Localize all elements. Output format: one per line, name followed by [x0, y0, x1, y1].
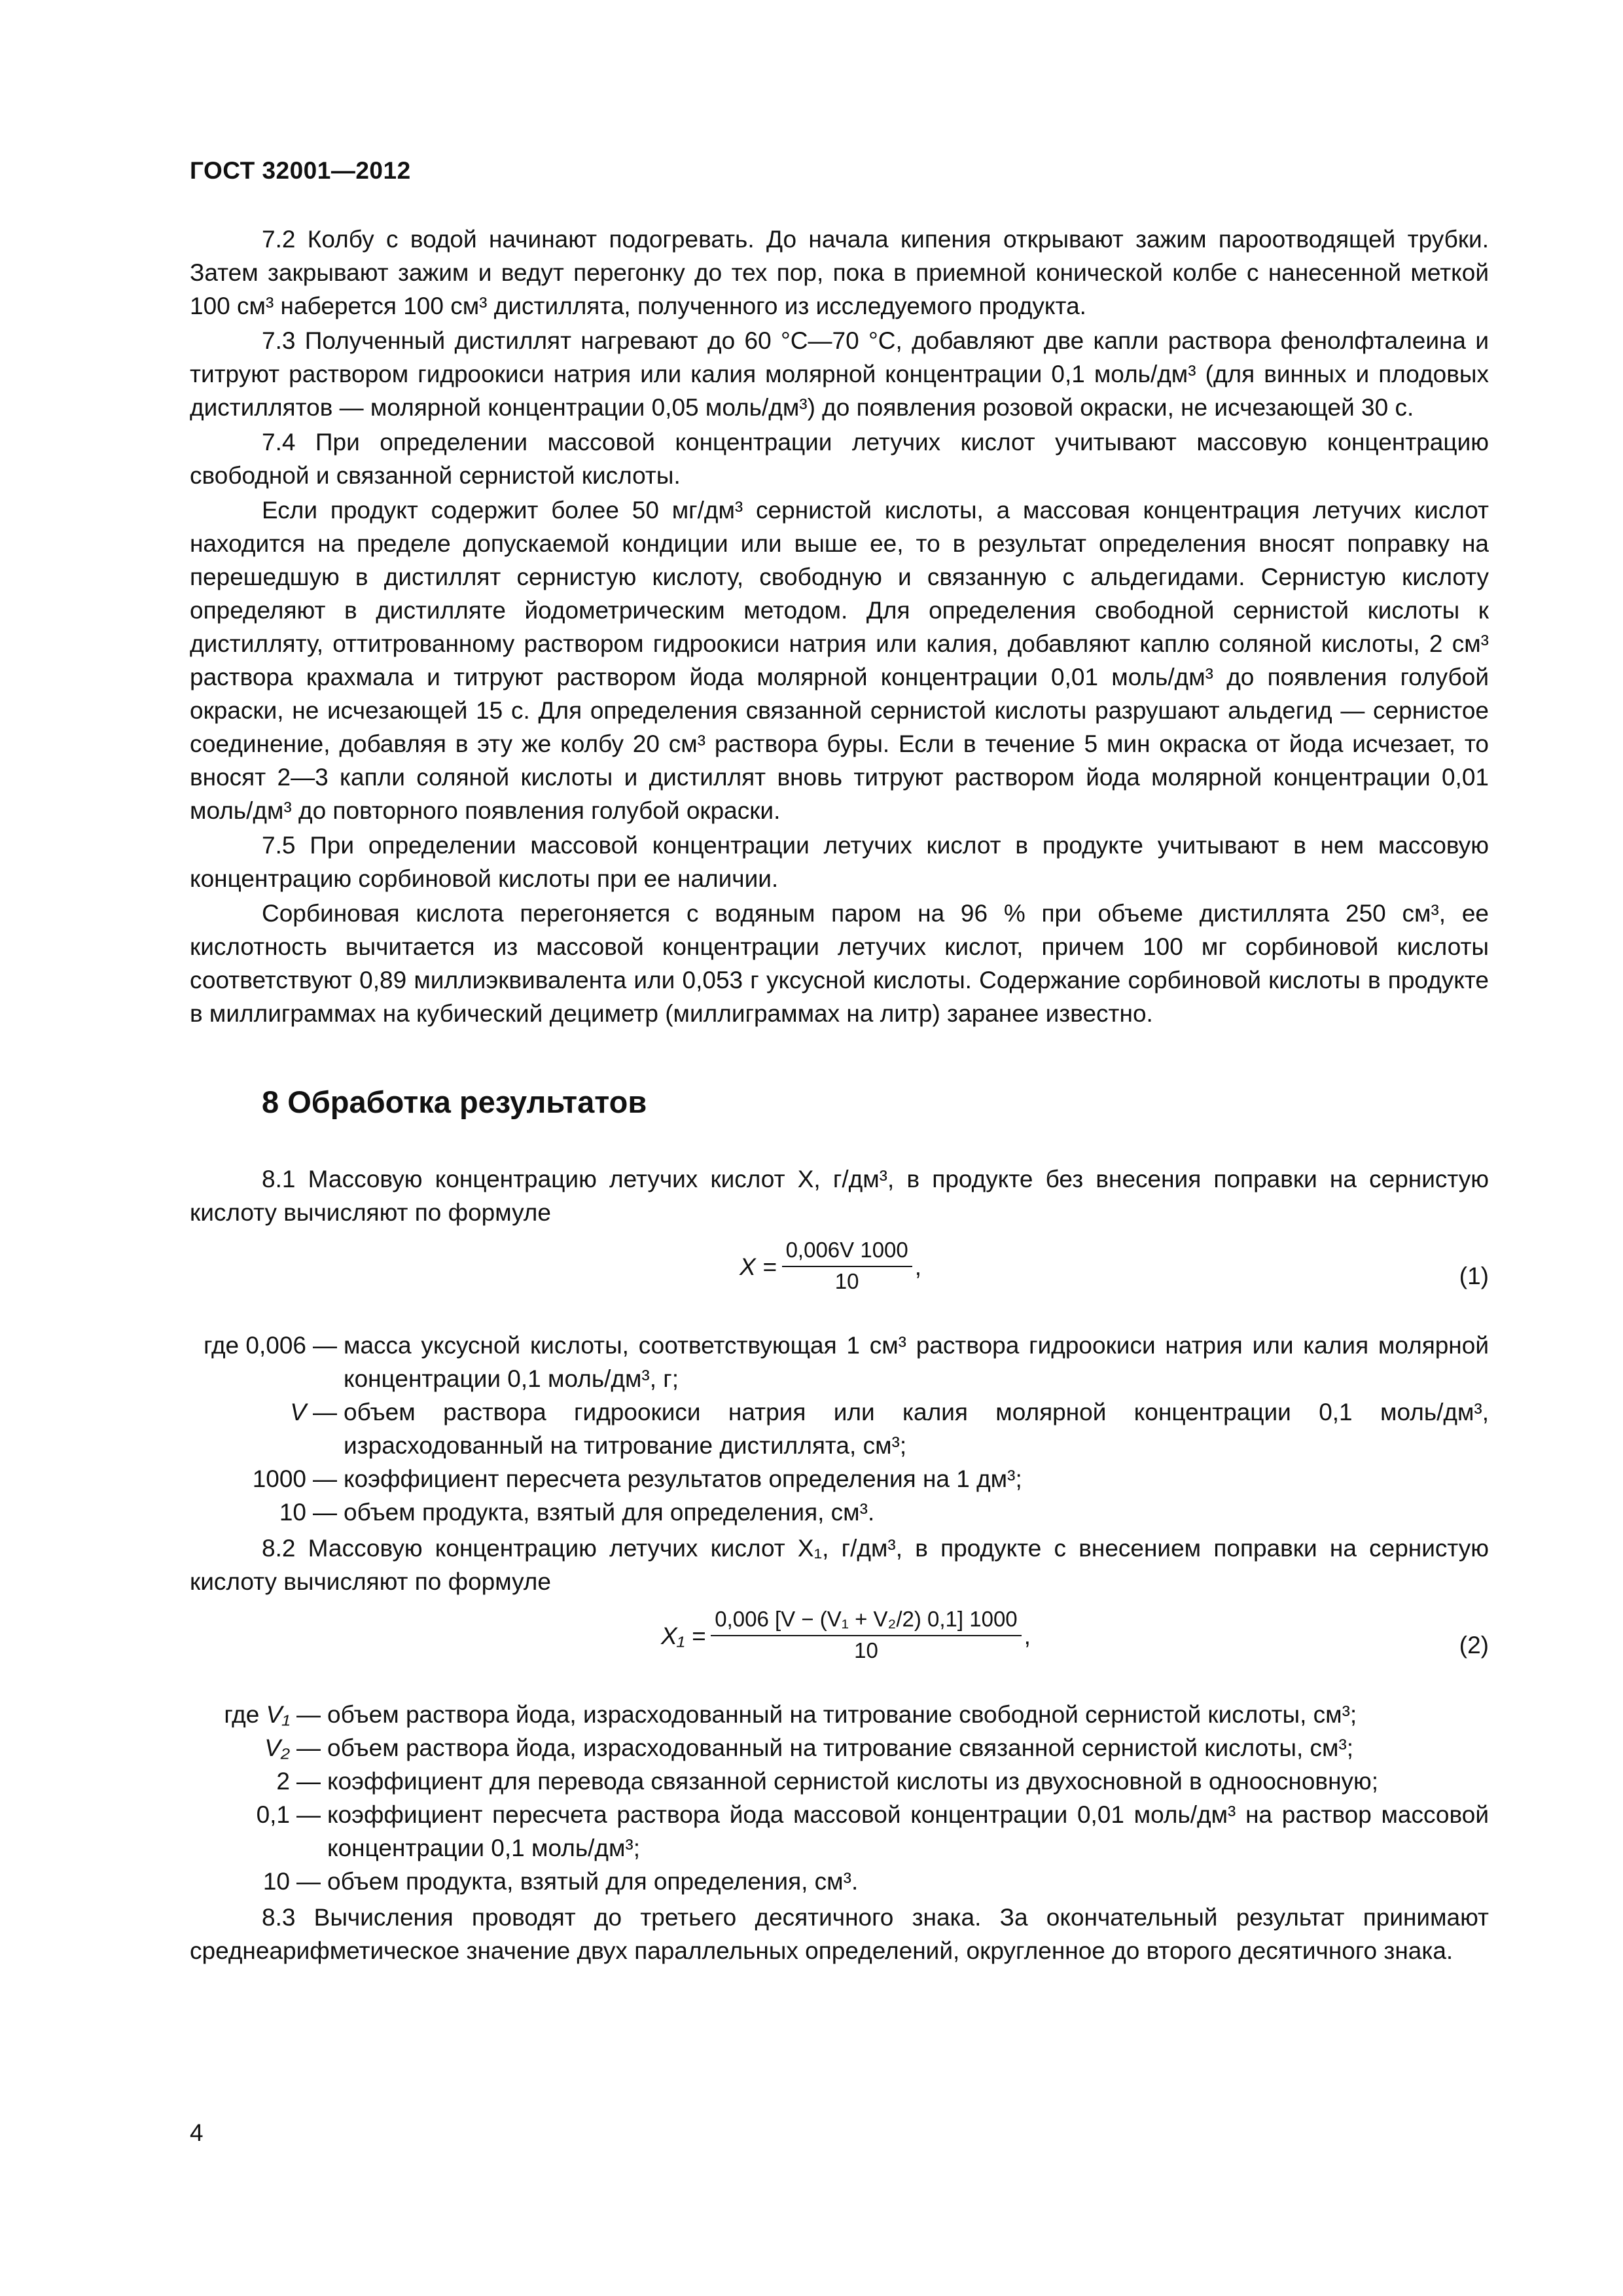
- paragraph-8-3: 8.3 Вычисления проводят до третьего десятичного знака. За окончательный результат принимают среднеарифметическое значение двух параллельных определений, округленное до второго десятичного знака.: [190, 1904, 1489, 1964]
- definition-dash: —: [313, 1332, 337, 1359]
- definition-text: объем продукта, взятый для определения, см³.: [344, 1499, 875, 1526]
- formula-2-numerator: 0,006 [V − (V₁ + V₂/2) 0,1] 1000: [711, 1606, 1021, 1636]
- definition-dash: —: [296, 1734, 321, 1761]
- definition-text: объем раствора йода, израсходованный на титрование свободной сернистой кислоты, см³;: [327, 1701, 1357, 1728]
- definition-term: 10: [262, 1868, 290, 1895]
- formula-2-denominator: 10: [854, 1638, 878, 1662]
- definition-row: [190, 1395, 1489, 1462]
- definition-row: [190, 1698, 1489, 1731]
- definition-row: [190, 1329, 1489, 1395]
- definition-row: [190, 1865, 1489, 1898]
- formula-2-definitions: [190, 1698, 1489, 1898]
- paragraph-7-2: 7.2 Колбу с водой начинают подогревать. До начала кипения открывают зажим пароотводящей трубки. Затем закрывают зажим и ведут перегонку до тех пор, пока в приемной конической колбе с нанесенной меткой 100 см³ наберется 100 см³ дистиллята, полученного из исследуемого продукта.: [190, 226, 1489, 319]
- paragraph-8-1: 8.1 Массовую концентрацию летучих кислот X, г/дм³, в продукте без внесения поправки на сернистую кислоту вычисляют по формуле: [190, 1166, 1489, 1226]
- formula-2-number: (2): [1459, 1632, 1489, 1659]
- formula-1-numerator: 0,006V 1000: [782, 1237, 912, 1267]
- definition-term: 0,006: [245, 1332, 306, 1359]
- definition-term: V: [290, 1399, 306, 1426]
- definition-row: [190, 1496, 1489, 1529]
- paragraph-7-3: 7.3 Полученный дистиллят нагревают до 60 °С—70 °С, добавляют две капли раствора фенолфталеина и титруют раствором гидроокиси натрия или калия молярной концентрации 0,1 моль/дм³ (для винных и плодовых дистиллятов — молярной концентрации 0,05 моль/дм³) до появления розовой окраски, не исчезающей 30 с.: [190, 327, 1489, 421]
- where-label: где: [224, 1701, 260, 1728]
- paragraph-7-4: 7.4 При определении массовой концентрации летучих кислот учитывают массовую концентрацию свободной и связанной сернистой кислоты.: [190, 429, 1489, 489]
- definition-dash: —: [296, 1701, 321, 1728]
- formula-2-comma: ,: [1024, 1622, 1031, 1649]
- formula-1-denominator: 10: [834, 1269, 859, 1293]
- definition-dash: —: [313, 1465, 337, 1492]
- definition-text: масса уксусной кислоты, соответствующая 1 см³ раствора гидроокиси натрия или калия молярной концентрации 0,1 моль/дм³, г;: [344, 1332, 1489, 1392]
- definition-row: [190, 1462, 1489, 1496]
- definition-row: [190, 1765, 1489, 1798]
- formula-1-fraction: [782, 1237, 912, 1296]
- paragraph-7-4-continued: Если продукт содержит более 50 мг/дм³ сернистой кислоты, а массовая концентрация летучих кислот находится на пределе допускаемой кондиции или выше ее, то в результат определения вносят поправку на перешедшую в дистиллят сернистую кислоту, свободную и связанную с альдегидами. Сернистую кислоту определяют в дистилляте йодометрическим методом. Для определения свободной сернистой кислоты к дистилляту, оттитрованному раствором гидроокиси натрия или калия, добавляют каплю соляной кислоты, 2 см³ раствора крахмала и титруют раствором йода молярной концентрации 0,01 моль/дм³ до появления голубой окраски, не исчезающей 15 с. Для определения связанной сернистой кислоты разрушают альдегид — сернистое соединение, добавляя в эту же колбу 20 см³ раствора буры. Если в течение 5 мин окраска от йода исчезает, то вносят 2—3 капли соляной кислоты и дистиллят вновь титруют раствором йода молярной концентрации 0,01 моль/дм³ до повторного появления голубой окраски.: [190, 497, 1489, 824]
- formula-2: [190, 1606, 1489, 1685]
- formula-2-lhs: X₁ =: [661, 1622, 706, 1649]
- definition-term: 0,1: [256, 1801, 290, 1828]
- formula-1-definitions: [190, 1329, 1489, 1529]
- formula-1: [190, 1237, 1489, 1316]
- document-body: [190, 223, 1489, 1969]
- definition-term: 1000: [252, 1465, 306, 1492]
- definition-dash: —: [296, 1801, 321, 1828]
- definition-dash: —: [313, 1399, 337, 1426]
- formula-1-lhs: X =: [740, 1253, 777, 1280]
- definition-term: 2: [276, 1768, 290, 1795]
- formula-2-fraction: [711, 1606, 1021, 1665]
- definition-text: коэффициент для перевода связанной сернистой кислоты из двухосновной в одноосновную;: [327, 1768, 1379, 1795]
- formula-1-number: (1): [1459, 1263, 1489, 1289]
- paragraph-7-5-continued: Сорбиновая кислота перегоняется с водяным паром на 96 % при объеме дистиллята 250 см³, ее кислотность вычитается из массовой концентрации летучих кислот, причем 100 мг сорбиновой кислоты соответствуют 0,89 миллиэквивалента или 0,053 г уксусной кислоты. Содержание сорбиновой кислоты в продукте в миллиграммах на кубический дециметр (миллиграммах на литр) заранее известно.: [190, 900, 1489, 1027]
- formula-1-comma: ,: [914, 1253, 922, 1280]
- paragraph-7-5: 7.5 При определении массовой концентрации летучих кислот в продукте учитывают в нем массовую концентрацию сорбиновой кислоты при ее наличии.: [190, 832, 1489, 892]
- definition-term: V₁: [266, 1701, 290, 1728]
- definition-text: объем раствора гидроокиси натрия или калия молярной концентрации 0,1 моль/дм³, израсходованный на титрование дистиллята, см³;: [344, 1399, 1489, 1459]
- definition-term: 10: [279, 1499, 306, 1526]
- definition-text: объем раствора йода, израсходованный на титрование связанной сернистой кислоты, см³;: [327, 1734, 1354, 1761]
- definition-text: коэффициент пересчета результатов определения на 1 дм³;: [344, 1465, 1022, 1492]
- definition-text: объем продукта, взятый для определения, см³.: [327, 1868, 859, 1895]
- paragraph-8-2: 8.2 Массовую концентрацию летучих кислот X₁, г/дм³, в продукте с внесением поправки на сернистую кислоту вычисляют по формуле: [190, 1535, 1489, 1595]
- definition-term: V₂: [264, 1734, 290, 1761]
- page-number: 4: [190, 2119, 204, 2146]
- where-label: где: [204, 1332, 240, 1359]
- definition-dash: —: [313, 1499, 337, 1526]
- section-8-heading: 8 Обработка результатов: [262, 1085, 647, 1119]
- definition-dash: —: [296, 1768, 321, 1795]
- standard-header: ГОСТ 32001—2012: [190, 157, 411, 184]
- definition-row: [190, 1798, 1489, 1865]
- definition-row: [190, 1731, 1489, 1765]
- definition-text: коэффициент пересчета раствора йода массовой концентрации 0,01 моль/дм³ на раствор массовой концентрации 0,1 моль/дм³;: [327, 1801, 1489, 1861]
- definition-dash: —: [296, 1868, 321, 1895]
